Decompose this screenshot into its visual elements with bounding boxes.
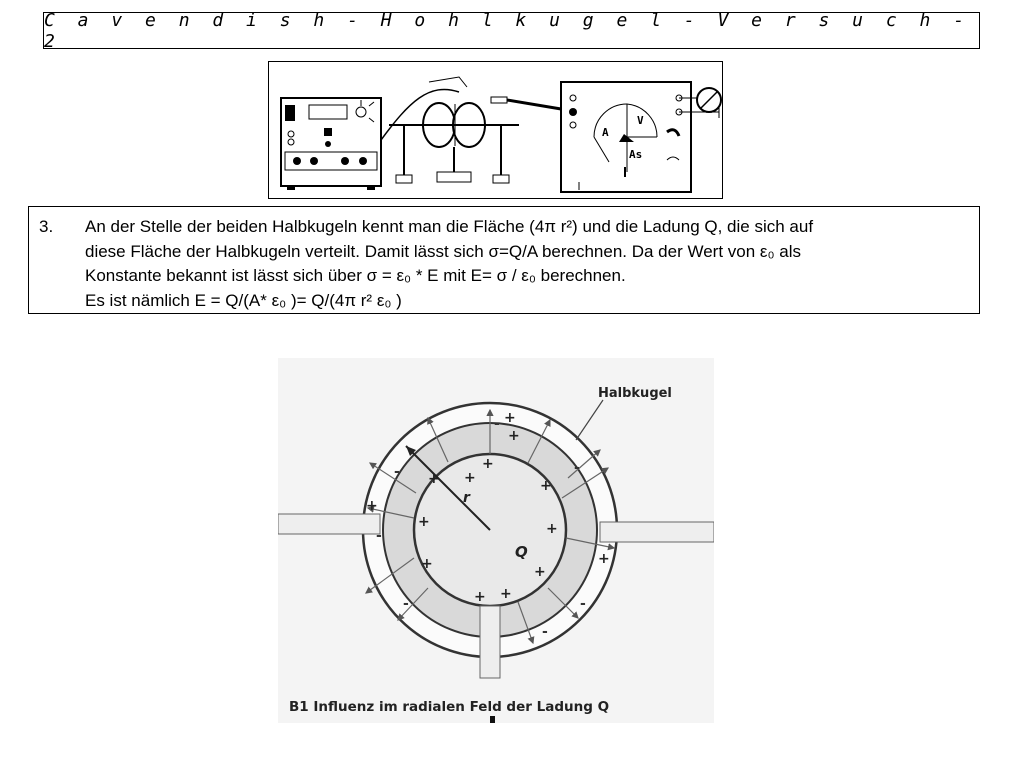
text-line-4: Es ist nämlich E = Q/(A* ε₀ )= Q/(4π r² ε₀ ) xyxy=(85,290,402,310)
svg-text:+: + xyxy=(540,478,552,494)
text-line-3: Konstante bekannt ist lässt sich über σ = ε₀ * E mit E= σ / ε₀ berechnen. xyxy=(85,266,626,285)
setup-drawing xyxy=(269,62,724,200)
svg-text:+: + xyxy=(428,471,440,487)
page-title: C a v e n d i s h - H o h l k u g e l - V e r s u c h - 2 xyxy=(43,12,980,49)
hemisphere-label: Halbkugel xyxy=(598,386,672,401)
meter-label-ampere: A xyxy=(602,126,609,139)
svg-text:+: + xyxy=(366,498,378,514)
svg-text:+: + xyxy=(464,470,476,486)
svg-text:+: + xyxy=(418,514,430,530)
svg-text:-: - xyxy=(494,416,500,432)
svg-text:+: + xyxy=(546,521,558,537)
svg-text:+: + xyxy=(482,456,494,472)
svg-text:+: + xyxy=(500,586,512,602)
text-line-1-content: An der Stelle der beiden Halbkugeln kennt man die Fläche (4π r²) und die Ladung Q, die sich auf xyxy=(85,217,814,236)
explanation-box xyxy=(28,206,980,314)
svg-text:-: - xyxy=(403,596,409,612)
diagram-drawing xyxy=(278,358,714,723)
diagram-caption: B1 Influenz im radialen Feld der Ladung Q xyxy=(289,699,610,715)
svg-text:-: - xyxy=(574,460,580,476)
svg-text:+: + xyxy=(508,428,520,444)
charge-label: Q xyxy=(515,543,528,561)
svg-text:-: - xyxy=(542,624,548,640)
svg-text:+: + xyxy=(474,589,486,605)
meter-label-volt: V xyxy=(637,114,644,127)
svg-text:-: - xyxy=(580,596,586,612)
svg-text:-: - xyxy=(376,528,382,544)
svg-text:-: - xyxy=(394,464,400,480)
text-line-2: diese Fläche der Halbkugeln verteilt. Damit lässt sich σ=Q/A berechnen. Da der Wert von ε₀ als xyxy=(85,241,802,261)
meter-label-charge: As xyxy=(629,148,643,161)
radial-field-diagram xyxy=(278,358,714,723)
svg-text:+: + xyxy=(534,564,546,580)
radius-label: r xyxy=(463,490,470,506)
svg-text:+: + xyxy=(598,551,610,567)
svg-text:+: + xyxy=(421,556,433,572)
setup-figure xyxy=(268,61,723,199)
item-number: 3. xyxy=(39,217,54,236)
svg-text:+: + xyxy=(504,410,516,426)
text-line-1 xyxy=(39,215,969,240)
